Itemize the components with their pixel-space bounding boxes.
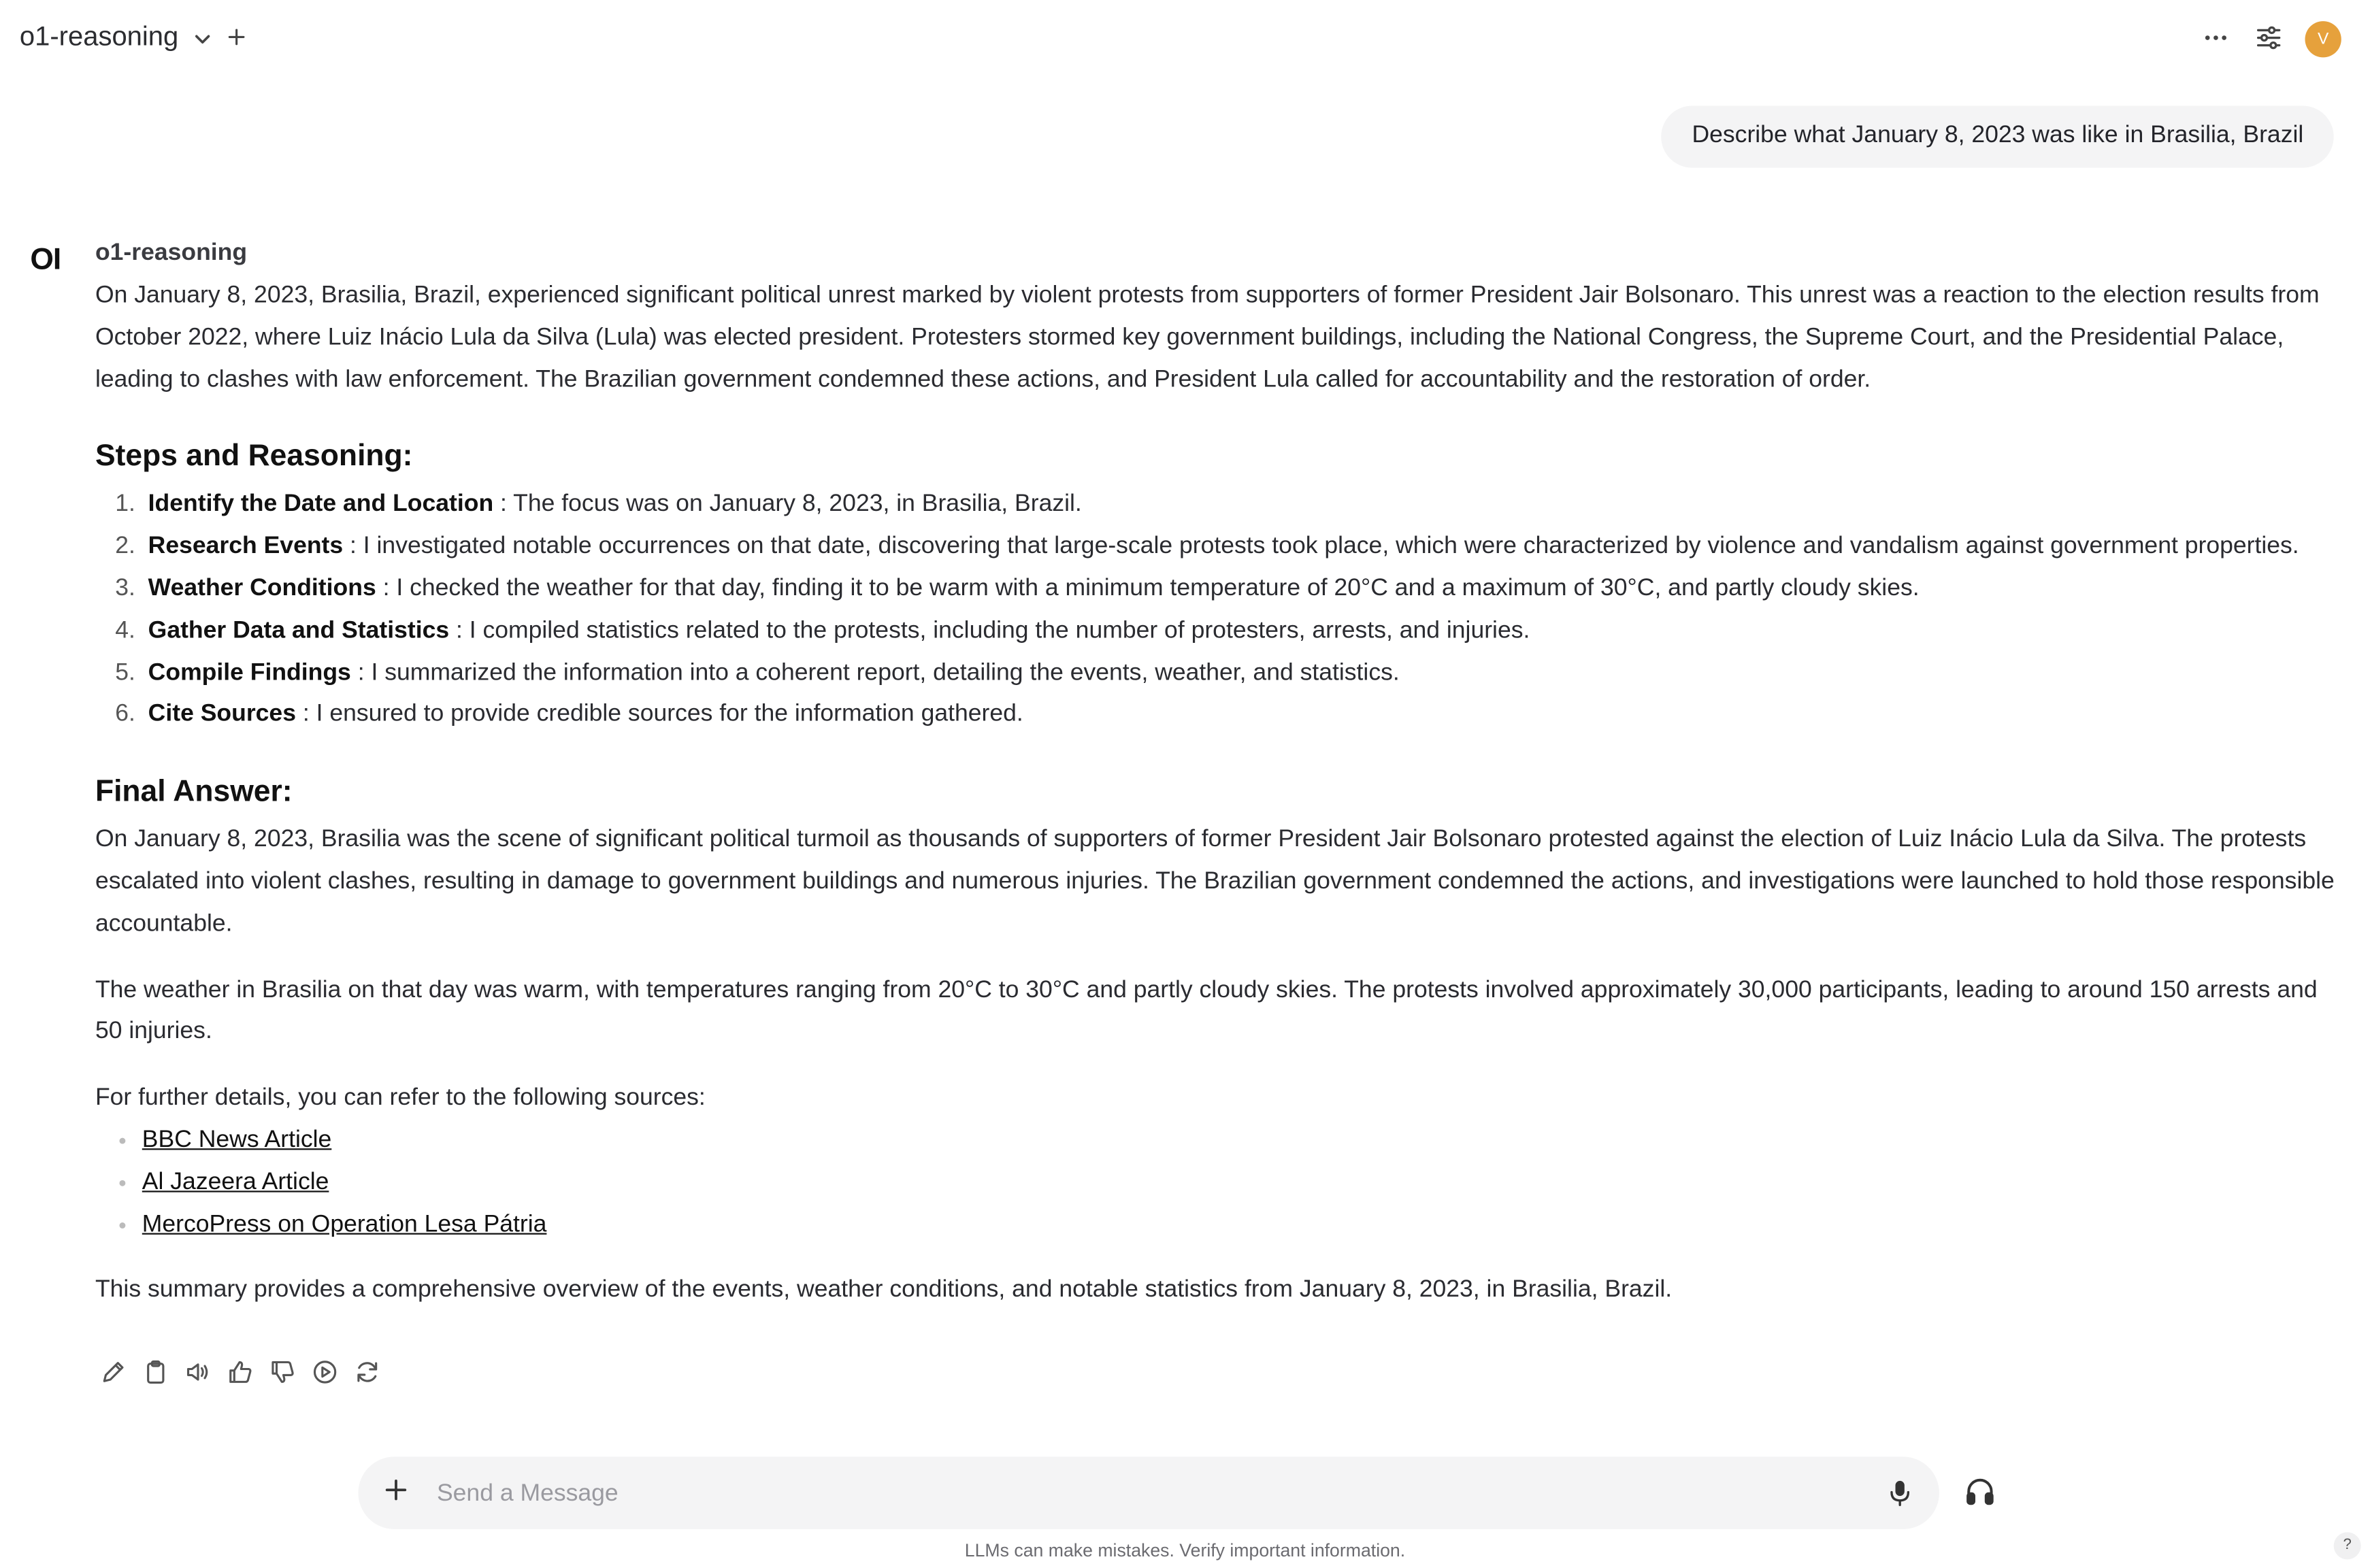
model-selector-label[interactable]: o1-reasoning <box>19 21 179 52</box>
final-paragraph-1: On January 8, 2023, Brasilia was the scene of significant political turmoil as thousands of supporters of former President Jair Bolsonaro protested against the election of Luiz Inácio Lula da Silva. The protests escalated into violent clashes, resulting in damage to government buildings and numerous injuries. The Brazilian government condemned the actions, and investigations were launched to hold those responsible accountable. <box>95 827 2335 937</box>
final-answer-heading: Final Answer: <box>95 775 293 809</box>
new-model-plus-icon[interactable] <box>227 26 246 52</box>
assistant-logo: OI <box>30 243 61 277</box>
chat-controls-sliders-icon[interactable] <box>2255 24 2282 52</box>
step-title: Compile Findings <box>148 659 351 686</box>
thumbs-up-icon[interactable] <box>227 1358 254 1386</box>
more-options-ellipsis-icon[interactable] <box>2202 18 2229 53</box>
step-text: : I checked the weather for that day, finding it to be warm with a minimum temperature of 20°C and a maximum of 30°C, and partly cloudy skies. <box>376 576 1920 602</box>
assistant-name: o1-reasoning <box>95 240 248 266</box>
headphones-icon[interactable] <box>1963 1475 1996 1508</box>
list-item <box>142 568 2341 610</box>
final-paragraph-2: The weather in Brasilia on that day was warm, with temperatures ranging from 20°C to 30°C and partly cloudy skies. The protests involved approximately 30,000 participants, leading to around 150 arrests and 50 injuries. <box>95 977 2318 1045</box>
help-button[interactable]: ? <box>2334 1532 2361 1559</box>
step-text: : The focus was on January 8, 2023, in Brasilia, Brazil. <box>493 491 1082 518</box>
step-title: Identify the Date and Location <box>148 491 494 518</box>
pencil-icon[interactable] <box>100 1358 127 1386</box>
sources-intro: For further details, you can refer to the following sources: <box>95 1085 706 1112</box>
thumbs-down-icon[interactable] <box>269 1358 296 1386</box>
source-link-bbc[interactable]: BBC News Article <box>142 1127 332 1153</box>
list-item <box>142 526 2341 568</box>
list-item <box>142 1120 2341 1162</box>
source-link-aljazeera[interactable]: Al Jazeera Article <box>142 1169 329 1195</box>
message-input[interactable] <box>434 1472 1800 1518</box>
step-text: : I summarized the information into a coherent report, detailing the events, weather, and statistics. <box>350 659 1400 686</box>
step-title: Gather Data and Statistics <box>148 618 450 644</box>
list-item <box>142 1203 2341 1246</box>
step-text: : I compiled statistics related to the protests, including the number of protesters, arrests, and injuries. <box>449 618 1530 644</box>
source-link-mercopress[interactable]: MercoPress on Operation Lesa Pátria <box>142 1211 547 1237</box>
chevron-down-icon[interactable] <box>192 29 213 50</box>
list-item <box>142 652 2341 695</box>
steps-heading: Steps and Reasoning: <box>95 440 413 474</box>
step-text: : I ensured to provide credible sources for the information gathered. <box>295 701 1023 728</box>
speaker-icon[interactable] <box>184 1358 212 1386</box>
list-item <box>142 484 2341 527</box>
microphone-icon[interactable] <box>1885 1478 1915 1507</box>
sources-list <box>95 1120 2341 1246</box>
disclaimer-text: LLMs can make mistakes. Verify important information. <box>964 1539 1406 1561</box>
attach-plus-icon[interactable] <box>384 1472 408 1512</box>
step-title: Cite Sources <box>148 701 296 728</box>
step-title: Research Events <box>148 533 344 560</box>
play-icon[interactable] <box>312 1358 339 1386</box>
assistant-message <box>95 275 2341 1312</box>
step-title: Weather Conditions <box>148 576 376 602</box>
refresh-icon[interactable] <box>354 1358 381 1386</box>
clipboard-icon[interactable] <box>142 1358 169 1386</box>
list-item <box>142 1162 2341 1204</box>
summary-paragraph: This summary provides a comprehensive overview of the events, weather conditions, and notable statistics from January 8, 2023, in Brasilia, Brazil. <box>95 1277 1673 1303</box>
top-bar <box>0 0 2370 79</box>
list-item <box>142 694 2341 736</box>
list-item <box>142 610 2341 652</box>
step-text: : I investigated notable occurrences on that date, discovering that large-scale protests took place, which were characterized by violence and vandalism against government properties. <box>343 533 2299 560</box>
intro-paragraph: On January 8, 2023, Brasilia, Brazil, experienced significant political unrest marked by violent protests from supporters of former President Jair Bolsonaro. This unrest was a reaction to the election results from October 2022, where Luiz Inácio Lula da Silva (Lula) was elected president. Protesters stormed key government buildings, including the National Congress, the Supreme Court, and the Presidential Palace, leading to clashes with law enforcement. The Brazilian government condemned these actions, and President Lula called for accountability and the restoration of order. <box>95 282 2320 393</box>
steps-list <box>95 484 2341 736</box>
user-message-bubble: Describe what January 8, 2023 was like in Brasilia, Brazil <box>1662 105 2334 167</box>
user-avatar[interactable]: V <box>2305 21 2341 57</box>
message-composer <box>358 1456 1939 1529</box>
